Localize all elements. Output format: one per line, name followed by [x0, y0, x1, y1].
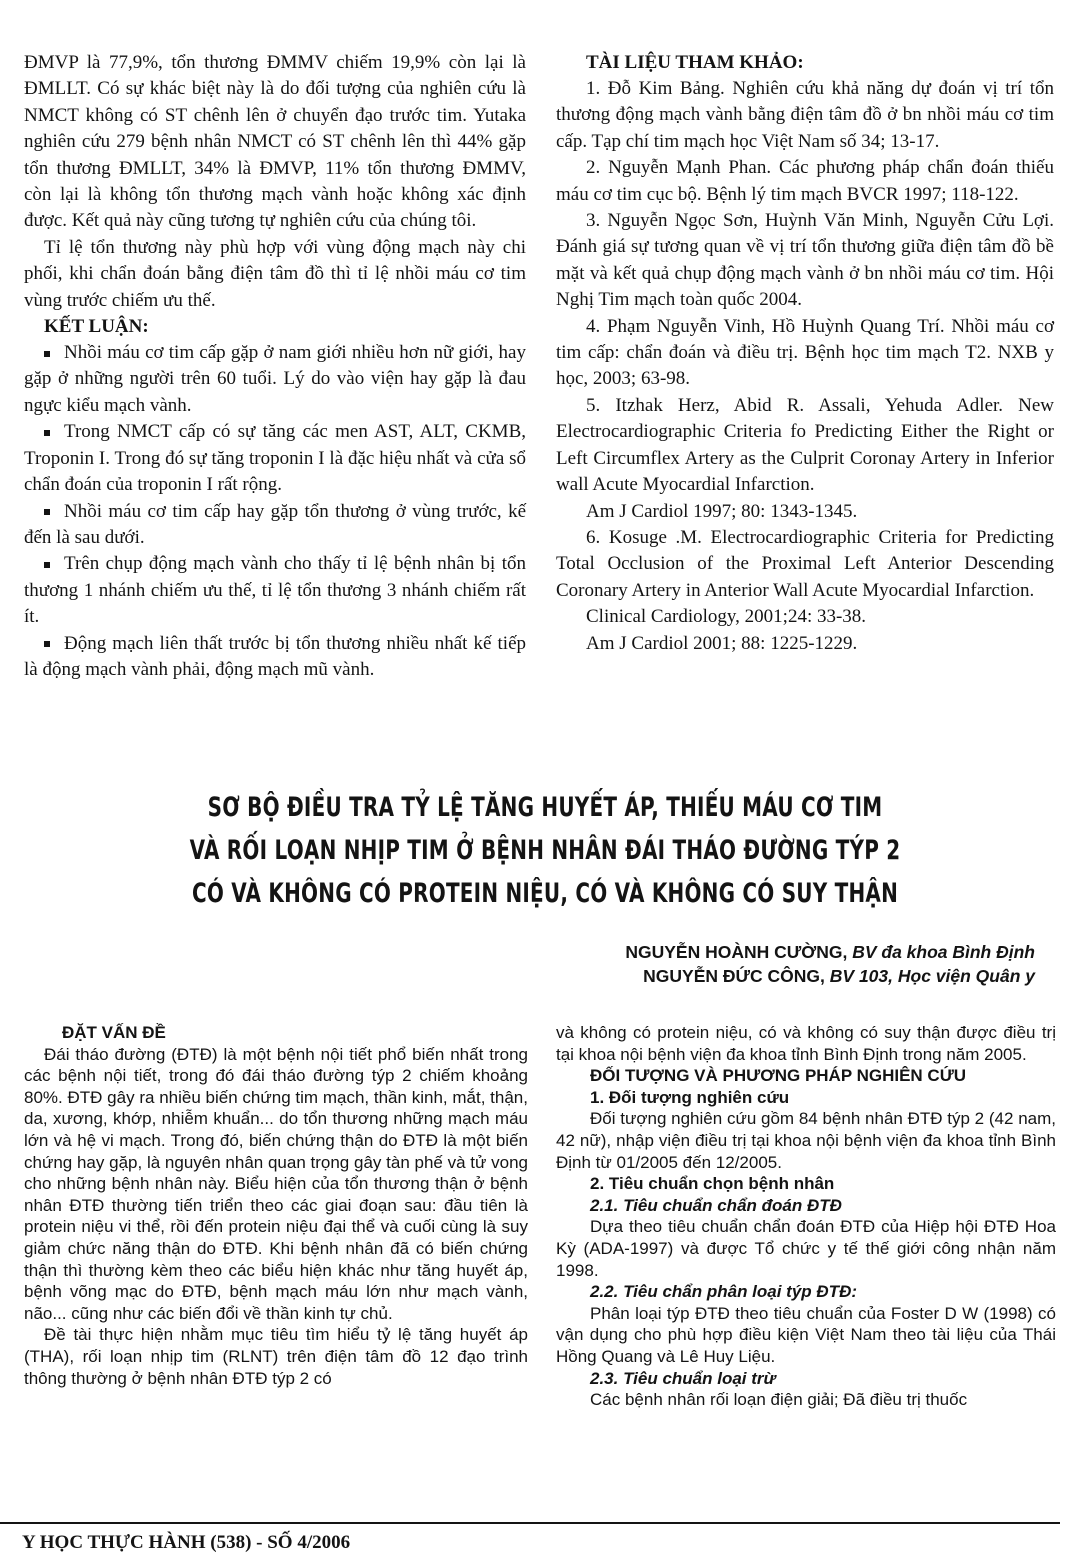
reference-item: 2. Nguyễn Mạnh Phan. Các phương pháp chẩn đoán thiếu máu cơ tim cục bộ. Bệnh lý tim mạch BVCR 1997; 118-122.	[556, 157, 1054, 205]
section-heading-conclusion: KẾT LUẬN:	[44, 316, 149, 338]
bullet-text: Nhồi máu cơ tim cấp gặp ở nam giới nhiều hơn nữ giới, hay gặp ở những người trên 60 tuổi. Lý do vào viện hay gặp là đau ngực kiểu mạch vành.	[24, 342, 526, 416]
subsection-heading: 2.1. Tiêu chuẩn chẩn đoán ĐTĐ	[590, 1195, 842, 1215]
author-name: NGUYỄN ĐỨC CÔNG,	[643, 966, 825, 986]
bullet-icon	[44, 351, 50, 357]
reference-item: 3. Nguyễn Ngọc Sơn, Huỳnh Văn Minh, Nguyễn Cửu Lợi. Đánh giá sự tương quan về vị trí tổn thương giữa điện tâm đồ bề mặt và kết quả chụp động mạch vành ở bn nhồi máu cơ tim. Hội Nghị Tim mạch toàn quốc 2004.	[556, 210, 1054, 311]
bullet-icon	[44, 641, 50, 647]
bullet-text: Trong NMCT cấp có sự tăng các men AST, ALT, CKMB, Troponin I. Trong đó sự tăng troponin I là đặc hiệu nhất và cửa sổ chẩn đoán của troponin I rất rộng.	[24, 421, 526, 496]
body-paragraph: Đái tháo đường (ĐTĐ) là một bệnh nội tiết phổ biến nhất trong các bệnh nội tiết, trong đó đái tháo đường týp 2 chiếm khoảng 80%. ĐTĐ gây ra nhiều biến chứng tim mạch, thần kinh, mắt, thận, da, xương, khớp, nhiễm khuẩn... do tổn thương những mạch máu lớn và hệ vi mạch. Trong đó, biến chứng thận do ĐTĐ là một biến chứng hay gặp, là nguyên nhân quan trọng gây tàn phế và tử vong cho những bệnh nhân này. Biểu hiện của tổn thương thận ở bệnh nhân ĐTĐ thường tiến triển theo các giai đoạn sau: đầu tiên là protein niệu vi thể, rồi đến protein niệu đại thể và cuối cùng là suy giảm chức năng thận do ĐTĐ. Khi bệnh nhân đã có biến chứng thận thì thường kèm theo các biểu hiện khác như tăng huyết áp, bệnh võng mạc do ĐTĐ, bệnh mạch máu lớn như mạch vành, não... cũng như các biến đổi về thần kinh tự chủ.	[24, 1044, 528, 1323]
reference-source: Clinical Cardiology, 2001;24: 33-38.	[586, 606, 867, 628]
body-paragraph: và không có protein niệu, có và không có suy thận được điều trị tại khoa nội bệnh viện đa khoa tỉnh Bình Định trong năm 2005.	[556, 1023, 1056, 1064]
left-column-lower	[24, 1022, 528, 1389]
subsection-heading: 2.2. Tiêu chẩn phân loại týp ĐTĐ:	[590, 1282, 858, 1302]
reference-item: 5. Itzhak Herz, Abid R. Assali, Yehuda Adler. New Electrocardiographic Criteria fo Predicting Either the Right or Left Circumflex Artery as the Culprit Coronay Artery in Inferior wall Acute Myocardial Infarction.	[556, 394, 1054, 496]
reference-source: Am J Cardiol 2001; 88: 1225-1229.	[586, 632, 858, 654]
author-affiliation: BV 103, Học viện Quân y	[829, 966, 1035, 986]
author-name: NGUYỄN HOÀNH CƯỜNG,	[625, 942, 848, 962]
conclusion-bullet	[24, 499, 526, 552]
reference-item: 6. Kosuge .M. Electrocardiographic Criteria for Predicting Total Occlusion of the Proximal Left Anterior Descending Coronary Artery in Anterior Wall Acute Myocardial Infarction.	[556, 526, 1054, 601]
conclusion-bullet	[24, 551, 526, 630]
section-heading-references: TÀI LIỆU THAM KHẢO:	[586, 52, 804, 73]
title-line: VÀ RỐI LOẠN NHỊP TIM Ở BỆNH NHÂN ĐÁI THÁO ĐƯỜNG TÝP 2	[189, 835, 901, 866]
conclusion-bullet	[24, 340, 526, 419]
subsection-heading: 1. Đối tượng nghiên cứu	[590, 1087, 790, 1107]
section-heading-introduction: ĐẶT VẤN ĐỀ	[62, 1023, 166, 1042]
page-footer	[0, 1522, 1090, 1561]
section-heading-methods: ĐỐI TƯỢNG VÀ PHƯƠNG PHÁP NGHIÊN CỨU	[590, 1066, 967, 1086]
body-paragraph: Các bệnh nhân rối loạn điện giải; Đã điều trị thuốc	[590, 1390, 968, 1410]
reference-item: 4. Phạm Nguyễn Vinh, Hồ Huỳnh Quang Trí. Nhồi máu cơ tim cấp: chẩn đoán và điều trị. Bệnh học tim mạch T2. NXB y học, 2003; 63-98.	[556, 315, 1054, 390]
body-paragraph: Dựa theo tiêu chuẩn chẩn đoán ĐTĐ của Hiệp hội ĐTĐ Hoa Kỳ (ADA-1997) và được Tổ chức y tế thế giới công nhận năm 1998.	[556, 1217, 1056, 1280]
subsection-heading: 2. Tiêu chuẩn chọn bệnh nhân	[590, 1174, 835, 1194]
journal-footer-text: Y HỌC THỰC HÀNH (538) - SỐ 4/2006	[22, 1532, 351, 1553]
body-paragraph: Tỉ lệ tổn thương này phù hợp với vùng động mạch này chi phối, khi chẩn đoán bằng điện tâm đồ thì tỉ lệ nhồi máu cơ tim vùng trước chiếm ưu thế.	[24, 236, 526, 311]
article-title	[186, 786, 904, 915]
subsection-heading: 2.3. Tiêu chuẩn loại trừ	[590, 1368, 776, 1388]
conclusion-bullet	[24, 419, 526, 498]
bullet-text: Nhồi máu cơ tim cấp hay gặp tổn thương ở vùng trước, kế đến là sau dưới.	[24, 500, 526, 548]
author-line	[625, 940, 1035, 964]
author-affiliation: BV đa khoa Bình Định	[852, 942, 1035, 962]
bullet-text: Trên chụp động mạch vành cho thấy tỉ lệ bệnh nhân bị tổn thương 1 nhánh chiếm ưu thế, tỉ lệ tổn thương 3 nhánh chiếm rất ít.	[24, 553, 526, 628]
reference-item: 1. Đỗ Kim Bảng. Nghiên cứu khả năng dự đoán vị trí tổn thương động mạch vành bằng điện tâm đồ ở bn nhồi máu cơ tim cấp. Tạp chí tim mạch học Việt Nam số 34; 13-17.	[556, 78, 1054, 152]
title-line: CÓ VÀ KHÔNG CÓ PROTEIN NIỆU, CÓ VÀ KHÔNG CÓ SUY THẬN	[191, 878, 899, 909]
footer-divider	[0, 1522, 1060, 1524]
references-column	[556, 50, 1054, 657]
body-paragraph: Đối tượng nghiên cứu gồm 84 bệnh nhân ĐTĐ týp 2 (42 nam, 42 nữ), nhập viện điều trị tại khoa nội bệnh viện đa khoa tỉnh Bình Định từ 01/2005 đến 12/2005.	[556, 1109, 1056, 1172]
bullet-text: Động mạch liên thất trước bị tổn thương nhiều nhất kế tiếp là động mạch vành phải, động mạch mũ vành.	[24, 632, 526, 680]
author-block	[625, 940, 1035, 988]
body-paragraph: Phân loại týp ĐTĐ theo tiêu chuẩn của Foster D W (1998) có vận dụng cho phù hợp điều kiện Việt Nam theo tài liệu của Thái Hồng Quang và Lê Huy Liệu.	[556, 1303, 1056, 1366]
bullet-icon	[44, 509, 50, 515]
right-column-lower	[556, 1022, 1056, 1411]
bullet-icon	[44, 430, 50, 436]
author-line	[625, 964, 1035, 988]
body-paragraph: ĐMVP là 77,9%, tổn thương ĐMMV chiếm 19,9% còn lại là ĐMLLT. Có sự khác biệt này là do đối tượng của nghiên cứu là NMCT không có ST chênh lên ở chuyển đạo trước tim. Yutaka nghiên cứu 279 bệnh nhân NMCT có ST chênh lên thì 44% gặp tổn thương ĐMLLT, 34% là ĐMVP, 11% tổn thương ĐMMV, còn lại là không tổn thương mạch vành hoặc không xác định được. Kết quả này cũng tương tự nghiên cứu của chúng tôi.	[24, 52, 526, 232]
reference-source: Am J Cardiol 1997; 80: 1343-1345.	[586, 500, 858, 522]
body-paragraph: Đề tài thực hiện nhằm mục tiêu tìm hiểu tỷ lệ tăng huyết áp (THA), rối loạn nhịp tim (RLNT) trên điện tâm đồ 12 đạo trình thông thường ở bệnh nhân ĐTĐ týp 2 có	[24, 1325, 528, 1388]
conclusion-bullet	[24, 631, 526, 684]
left-column-upper	[24, 50, 526, 683]
bullet-icon	[44, 562, 50, 568]
title-line: SƠ BỘ ĐIỀU TRA TỶ LỆ TĂNG HUYẾT ÁP, THIẾU MÁU CƠ TIM	[207, 792, 883, 823]
